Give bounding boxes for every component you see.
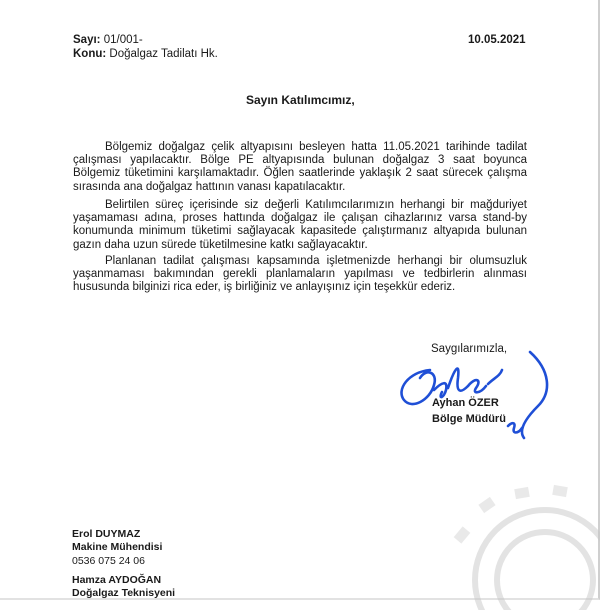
signer-title: Bölge Müdürü [432, 413, 506, 425]
signer-name: Ayhan ÖZER [432, 397, 499, 409]
subject-value: Doğalgaz Tadilatı Hk. [109, 48, 218, 60]
closing-phrase: Saygılarımızla, [431, 343, 508, 355]
letter-date: 10.05.2021 [468, 34, 526, 46]
paragraph-1: Bölgemiz doğalgaz çelik altyapısını besleyen hatta 11.05.2021 tarihinde tadilat çalışması yapılacaktır. Bölge PE altyapısında bulunan doğalgaz 3 saat boyunca Bölgemiz tüketimini karşılamaktadır. Öğlen saatlerinde yaklaşık 2 saat sürecek çalışma sırasında ana doğalgaz hattının vanası kapatılacaktır. [73, 141, 527, 193]
subject-label: Konu: [73, 48, 107, 60]
ref-label: Sayı: [73, 34, 101, 46]
contact-1-title: Makine Mühendisi [72, 541, 163, 553]
contact-2-name: Hamza AYDOĞAN [72, 574, 162, 586]
reference-number [73, 33, 143, 47]
handwritten-signature-icon [390, 330, 560, 445]
contact-1-phone: 0536 075 24 06 [72, 555, 145, 567]
subject-line [73, 47, 218, 61]
gear-watermark-icon [405, 460, 600, 610]
ref-value: 01/001- [103, 34, 143, 46]
contact-1-name: Erol DUYMAZ [72, 528, 141, 540]
paragraph-2: Belirtilen süreç içerisinde siz değerli Katılımcılarımızın herhangi bir mağduriyet yaşamaması adına, proses hattında doğalgaz ile çalışan cihazlarınız varsa stand-by konumunda minimum tüketimi sağlayacak kapasitede çalıştırmanız altyapıda bulunan gazın daha uzun sürede tüketilmesine katkı sağlayacaktır. [73, 199, 527, 251]
paragraph-3: Planlanan tadilat çalışması kapsamında işletmenizde herhangi bir olumsuzluk yaşanmaması bakımından gerekli planlamaların yapılması ve tedbirlerin alınması hususunda bilginizi rica eder, iş birliğiniz ve anlayışınız için teşekkür ederiz. [73, 255, 527, 294]
salutation: Sayın Katılımcımız, [246, 93, 355, 107]
contact-2-title: Doğalgaz Teknisyeni [72, 587, 176, 599]
